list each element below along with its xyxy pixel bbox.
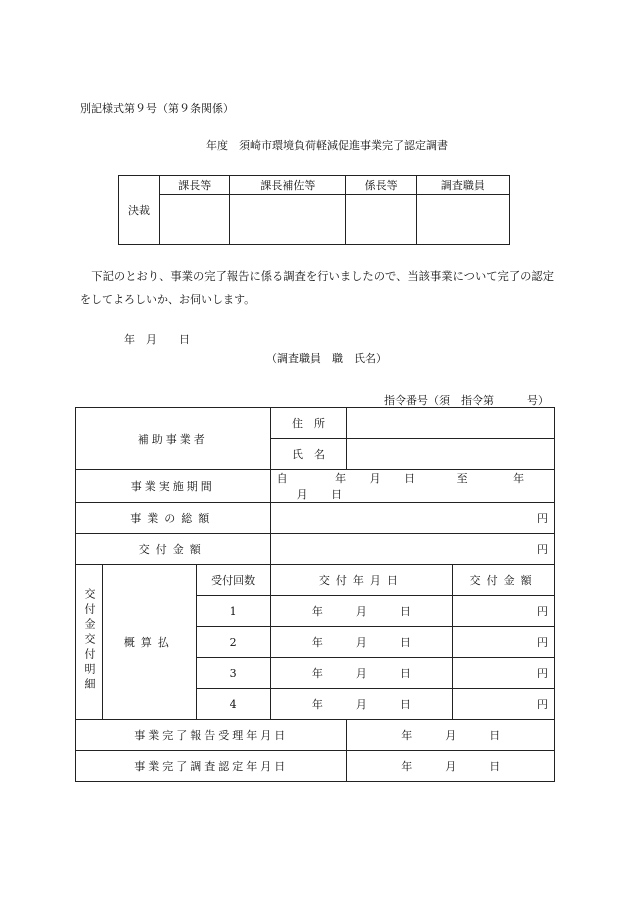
detail-label-text: 交付金交付明細: [82, 588, 96, 693]
approval-col-3: 係長等: [346, 176, 416, 195]
period-label: 事業実施期間: [76, 470, 271, 503]
report-label: 事業完了報告受理年月日: [76, 720, 347, 751]
body-line-2: をしてよろしいか、お伺いします。: [80, 293, 256, 306]
approval-stamp-4[interactable]: [416, 195, 509, 245]
grant-label: 交付金額: [76, 534, 271, 565]
total-field[interactable]: [270, 503, 554, 534]
period-from-year: 年: [335, 472, 347, 485]
approval-col-1: 課長等: [160, 176, 230, 195]
row-amount-1[interactable]: 円: [453, 596, 555, 627]
operator-label: 補助事業者: [76, 408, 271, 470]
address-field[interactable]: [347, 408, 555, 439]
report-date-field[interactable]: 年 月 日: [347, 720, 555, 751]
row-amount-3[interactable]: 円: [453, 658, 555, 689]
command-number: 指令番号（須 指令第 号）: [384, 394, 549, 407]
period-to-year: 年: [513, 472, 525, 485]
period-to-month: 月: [296, 488, 308, 501]
approval-label: 決裁: [119, 176, 160, 245]
approval-stamp-2[interactable]: [230, 195, 346, 245]
grant-yen: 円: [537, 543, 548, 556]
name-label: 氏 名: [270, 439, 347, 470]
inspect-date-field[interactable]: 年 月 日: [347, 751, 555, 782]
estimate-label: 概算払: [102, 565, 196, 720]
inspect-label: 事業完了調査認定年月日: [76, 751, 347, 782]
detail-label: [76, 565, 103, 720]
investigator-line: （調査職員 職 氏名）: [266, 352, 387, 365]
row-count-4: 4: [196, 689, 270, 720]
period-to-day: 日: [331, 488, 343, 501]
period-from-day: 日: [404, 472, 416, 485]
approval-col-2: 課長補佐等: [230, 176, 346, 195]
row-date-2[interactable]: 年 月 日: [270, 627, 453, 658]
body-line-1: 下記のとおり、事業の完了報告に係る調査を行いましたので、当該事業について完了の認定: [80, 270, 555, 283]
approval-stamp-3[interactable]: [346, 195, 416, 245]
row-count-1: 1: [196, 596, 270, 627]
total-label: 事業の総額: [76, 503, 271, 534]
address-label: 住 所: [270, 408, 347, 439]
document-title: 年度 須崎市環境負荷軽減促進事業完了認定調書: [206, 139, 448, 152]
date-line: 年 月 日: [124, 333, 190, 346]
row-date-4[interactable]: 年 月 日: [270, 689, 453, 720]
row-date-3[interactable]: 年 月 日: [270, 658, 453, 689]
row-amount-4[interactable]: 円: [453, 689, 555, 720]
row-count-3: 3: [196, 658, 270, 689]
amount-header: 交付金額: [453, 565, 555, 596]
form-number: 別記様式第９号（第９条関係）: [80, 102, 234, 115]
period-to: 至: [456, 472, 468, 485]
row-date-1[interactable]: 年 月 日: [270, 596, 453, 627]
period-field[interactable]: [270, 470, 554, 503]
date-header: 交付年月日: [270, 565, 453, 596]
name-field[interactable]: [347, 439, 555, 470]
row-count-2: 2: [196, 627, 270, 658]
row-amount-2[interactable]: 円: [453, 627, 555, 658]
period-from-month: 月: [369, 472, 381, 485]
count-header: 受付回数: [196, 565, 270, 596]
grant-field[interactable]: [270, 534, 554, 565]
approval-col-4: 調査職員: [416, 176, 509, 195]
approval-table: [118, 175, 510, 245]
period-from: 自: [276, 472, 288, 485]
main-form-table: [75, 407, 555, 782]
total-yen: 円: [537, 512, 548, 525]
approval-stamp-1[interactable]: [160, 195, 230, 245]
